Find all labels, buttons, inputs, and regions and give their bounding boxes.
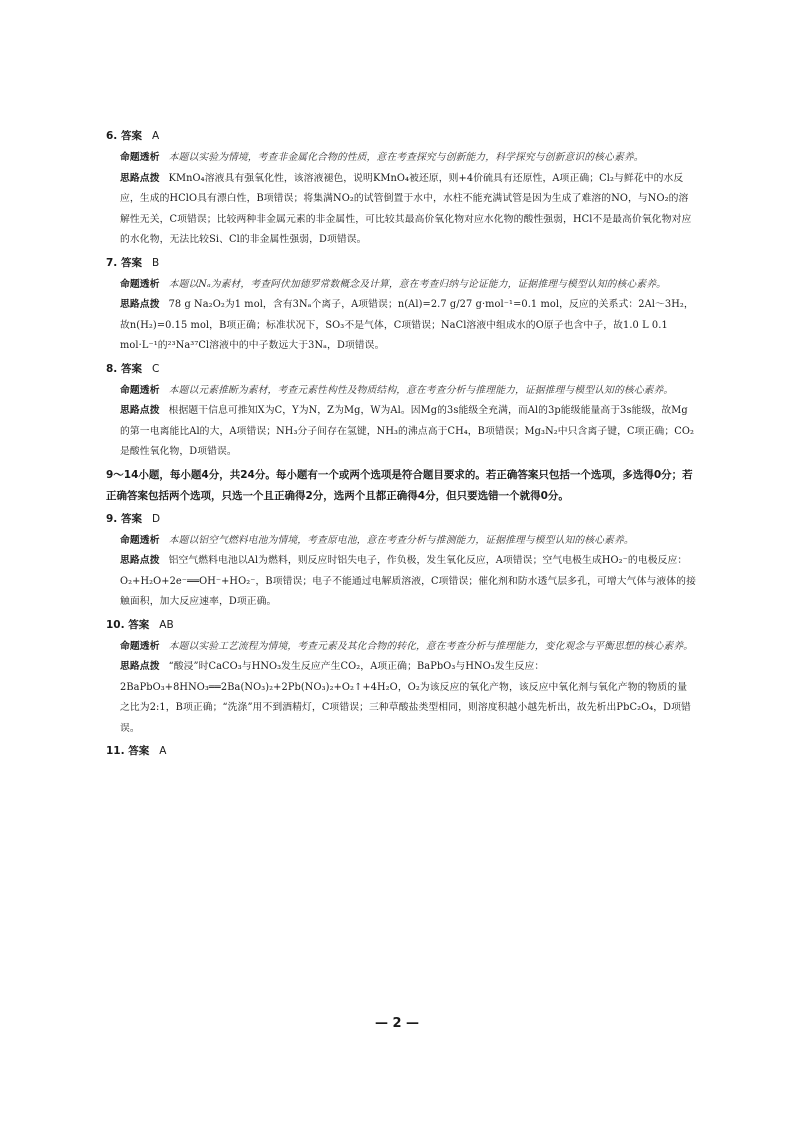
solution-paragraph bbox=[120, 295, 696, 357]
analysis-label: 命题透析 bbox=[120, 152, 160, 163]
question-header bbox=[106, 361, 696, 377]
solution-text: “酸浸”时CaCO₃与HNO₃发生反应产生CO₂，A项正确；BaPbO₃与HNO₃发生反应：2BaPbO₃+8HNO₃══2Ba(NO₃)₂+2Pb(NO₃)₂+O₂↑+4H₂O，O₂为该反应的氧化产物，该反应中氧化剂与氧化产物的物质的量之比为2:1，B项正确；“洗涤”用不到酒精灯，C项错误；三种草酸盐类型相同，则溶度积越小越先析出，故先析出PbC₂O₄，D项错误。 bbox=[120, 661, 691, 734]
analysis-label: 命题透析 bbox=[120, 534, 160, 546]
question-header bbox=[106, 511, 696, 527]
solution-paragraph bbox=[120, 401, 696, 463]
solution-text: 根据题干信息可推知X为C，Y为N，Z为Mg，W为Al。因Mg的3s能级全充满，而Al的3p能级能量高于3s能级，故Mg的第一电离能比Al的大，A项错误；NH₃分子间存在氢键，NH₃的沸点高于CH₄，B项错误；Mg₃N₂中只含离子键，C项正确；CO₂是酸性氧化物，D项错误。 bbox=[120, 405, 694, 457]
question-header bbox=[106, 128, 696, 144]
question-10 bbox=[106, 617, 696, 740]
analysis-label: 命题透析 bbox=[120, 640, 160, 652]
analysis-paragraph bbox=[120, 381, 696, 402]
analysis-label: 命题透析 bbox=[120, 278, 160, 290]
analysis-text: 本题以实验为情境，考查非金属化合物的性质，意在考查探究与创新能力，科学探究与创新意识的核心素养。 bbox=[168, 152, 644, 163]
question-number: 6. 答案 bbox=[106, 130, 142, 142]
question-11 bbox=[106, 743, 696, 759]
section-instructions: 9～14小题，每小题4分，共24分。每小题有一个或两个选项是符合题目要求的。若正确答案只包括一个选项，多选得0分；若正确答案包括两个选项，只选一个且正确得2分，选两个且都正确得4分，但只要选错一个就得0分。 bbox=[106, 468, 693, 502]
question-number: 10. 答案 bbox=[106, 618, 150, 631]
solution-text: 78 g Na₂O₂为1 mol，含有3Nₐ个离子，A项错误；n(Al)=2.7 g/27 g·mol⁻¹=0.1 mol，反应的关系式：2Al～3H₂，故n(H₂)=0.15 mol，B项正确；标准状况下，SO₃不是气体，C项错误；NaCl溶液中组成水的O原子也含中子，故1.0 L 0.1 mol·L⁻¹的²³Na³⁷Cl溶液中的中子数远大于3Nₐ，D项错误。 bbox=[120, 299, 694, 351]
solution-label: 思路点拨 bbox=[120, 405, 160, 416]
question-number: 11. 答案 bbox=[106, 745, 150, 757]
question-number: 8. 答案 bbox=[106, 362, 142, 375]
solution-label: 思路点拨 bbox=[120, 299, 160, 310]
analysis-text: 本题以Nₐ为素材，考查阿伏加德罗常数概念及计算，意在考查归纳与论证能力，证据推理与模型认知的核心素养。 bbox=[168, 278, 666, 290]
analysis-label: 命题透析 bbox=[120, 384, 160, 396]
analysis-paragraph bbox=[120, 275, 696, 296]
solution-label: 思路点拨 bbox=[120, 555, 160, 566]
question-9 bbox=[106, 511, 696, 613]
solution-paragraph bbox=[120, 169, 696, 251]
analysis-text: 本题以实验工艺流程为情境，考查元素及其化合物的转化，意在考查分析与推理能力，变化观念与平衡思想的核心素养。 bbox=[168, 640, 694, 652]
analysis-paragraph bbox=[120, 531, 696, 552]
solution-label: 思路点拨 bbox=[120, 661, 160, 672]
answer-value: B bbox=[151, 256, 160, 269]
answer-content bbox=[106, 124, 696, 763]
solution-label: 思路点拨 bbox=[120, 172, 160, 184]
solution-text: KMnO₄溶液具有强氧化性，该溶液褪色，说明KMnO₄被还原，则+4价硫具有还原性，A项正确；Cl₂与鲜花中的水反应，生成的HClO具有漂白性，B项错误；将集满NO₂的试管倒置于水中，水柱不能充满试管是因为生成了难溶的NO，与NO₂的溶解性无关，C项错误；比较两种非金属元素的非金属性，可比较其最高价氧化物对应水化物的酸性强弱，HCl不是最高价氧化物对应的水化物，无法比较Si、Cl的非金属性强弱，D项错误。 bbox=[120, 172, 692, 245]
question-6 bbox=[106, 128, 696, 251]
question-number: 7. 答案 bbox=[106, 256, 142, 269]
answer-value: A bbox=[151, 130, 160, 142]
analysis-paragraph bbox=[120, 148, 696, 169]
answer-value: A bbox=[159, 745, 167, 757]
answer-value: D bbox=[151, 512, 161, 525]
question-number: 9. 答案 bbox=[106, 512, 142, 525]
answer-value: C bbox=[151, 362, 160, 375]
solution-paragraph bbox=[120, 551, 696, 613]
analysis-text: 本题以元素推断为素材，考查元素性构性及物质结构，意在考查分析与推理能力，证据推理与模型认知的核心素养。 bbox=[168, 384, 674, 396]
analysis-paragraph bbox=[120, 637, 696, 658]
question-header bbox=[106, 743, 696, 759]
question-8 bbox=[106, 361, 696, 463]
analysis-text: 本题以铝空气燃料电池为情境，考查原电池，意在考查分析与推测能力，证据推理与模型认知的核心素养。 bbox=[168, 534, 634, 546]
solution-paragraph bbox=[120, 657, 696, 739]
question-header bbox=[106, 617, 696, 633]
answer-value: AB bbox=[159, 618, 174, 631]
question-header bbox=[106, 255, 696, 271]
solution-text: 铝空气燃料电池以Al为燃料，则反应时铝失电子，作负极，发生氧化反应，A项错误；空气电极生成HO₂⁻的电极反应：O₂+H₂O+2e⁻══OH⁻+HO₂⁻，B项错误；电子不能通过电解质溶液，C项错误；催化剂和防水透气层多孔，可增大气体与液体的接触面积，加大反应速率，D项正确。 bbox=[120, 555, 696, 607]
question-7 bbox=[106, 255, 696, 357]
page-number: — 2 — bbox=[374, 1016, 420, 1031]
